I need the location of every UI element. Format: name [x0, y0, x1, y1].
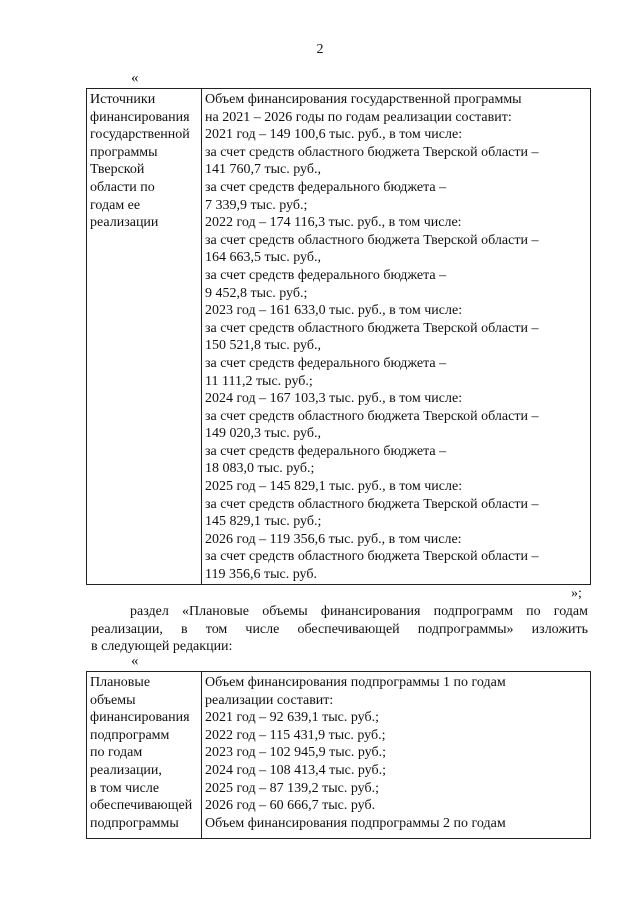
- content-line: за счет средств областного бюджета Тверской области –: [205, 496, 539, 512]
- content-line: 145 829,1 тыс. руб.;: [205, 514, 322, 530]
- content-line: за счет средств федерального бюджета –: [205, 179, 447, 195]
- label-line: области по: [90, 179, 155, 195]
- content-line: 2024 год – 108 413,4 тыс. руб.;: [205, 762, 386, 778]
- subprogram-volume-text: [202, 672, 591, 839]
- content-line: 9 452,8 тыс. руб.;: [205, 285, 308, 301]
- closing-quote-1: »;: [571, 586, 582, 601]
- page-number: 2: [316, 42, 324, 57]
- content-line: 164 663,5 тыс. руб.,: [205, 250, 321, 266]
- content-line: 11 111,2 тыс. руб.;: [205, 373, 313, 389]
- paragraph-line: реализации, в том числе обеспечивающей подпрограммы» изложить: [91, 621, 588, 637]
- label-line: финансирования: [90, 109, 190, 125]
- content-line: 2022 год – 174 116,3 тыс. руб., в том числе:: [205, 215, 462, 231]
- content-line: 2021 год – 92 639,1 тыс. руб.;: [205, 710, 379, 726]
- content-line: за счет средств областного бюджета Тверской области –: [205, 232, 539, 248]
- content-line: 2026 год – 119 356,6 тыс. руб., в том числе:: [205, 531, 462, 547]
- program-funding-table: [86, 88, 591, 585]
- amendment-paragraph: [91, 603, 588, 656]
- paragraph-line: в следующей редакции:: [91, 639, 233, 655]
- label-line: в том числе: [90, 780, 160, 796]
- content-line: за счет средств областного бюджета Тверской области –: [205, 408, 539, 424]
- content-line: 2026 год – 60 666,7 тыс. руб.: [205, 798, 376, 814]
- content-line: за счет средств федерального бюджета –: [205, 443, 447, 459]
- label-line: Плановые: [90, 675, 151, 690]
- content-line: 150 521,8 тыс. руб.,: [205, 338, 321, 354]
- content-line: за счет средств областного бюджета Тверской области –: [205, 549, 539, 565]
- label-line: Источники: [90, 92, 156, 107]
- content-line: 18 083,0 тыс. руб.;: [205, 461, 315, 477]
- funding-sources-label: [87, 89, 202, 585]
- paragraph-line: раздел «Плановые объемы финансирования подпрограмм по годам: [130, 604, 588, 619]
- content-line: Объем финансирования подпрограммы 2 по годам: [205, 815, 506, 831]
- subprogram-funding-table: [86, 671, 591, 839]
- label-line: по годам: [90, 745, 143, 761]
- content-line: 2021 год – 149 100,6 тыс. руб., в том числе:: [205, 127, 463, 143]
- opening-quote-1: «: [131, 70, 139, 86]
- content-line: 2025 год – 87 139,2 тыс. руб.;: [205, 780, 379, 796]
- content-line: 149 020,3 тыс. руб.,: [205, 426, 321, 442]
- label-line: реализации,: [90, 762, 162, 778]
- content-line: Объем финансирования государственной программы: [205, 92, 522, 107]
- label-line: финансирования: [90, 710, 190, 726]
- content-line: за счет средств областного бюджета Тверской области –: [205, 320, 539, 336]
- label-line: программы: [90, 144, 158, 160]
- label-line: годам ее: [90, 197, 141, 213]
- content-line: 2022 год – 115 431,9 тыс. руб.;: [205, 727, 386, 743]
- content-line: за счет средств областного бюджета Тверской области –: [205, 144, 539, 160]
- opening-quote-2: «: [131, 653, 139, 669]
- content-line: 7 339,9 тыс. руб.;: [205, 197, 308, 213]
- label-line: Тверской: [90, 162, 145, 178]
- label-line: обеспечивающей: [90, 798, 193, 814]
- label-line: подпрограммы: [90, 815, 179, 831]
- content-line: за счет средств федерального бюджета –: [205, 355, 447, 371]
- content-line: 2023 год – 161 633,0 тыс. руб., в том числе:: [205, 303, 463, 319]
- content-line: 119 356,6 тыс. руб.: [205, 567, 317, 583]
- content-line: 2025 год – 145 829,1 тыс. руб., в том числе:: [205, 479, 463, 495]
- content-line: 2023 год – 102 945,9 тыс. руб.;: [205, 745, 386, 761]
- label-line: объемы: [90, 692, 136, 708]
- label-line: подпрограмм: [90, 727, 170, 743]
- content-line: реализации составит:: [205, 692, 334, 708]
- content-line: Объем финансирования подпрограммы 1 по годам: [205, 675, 506, 690]
- label-line: государственной: [90, 127, 190, 143]
- content-line: на 2021 – 2026 годы по годам реализации составит:: [205, 109, 512, 125]
- label-line: реализации: [90, 215, 159, 231]
- funding-volume-text: [202, 89, 591, 585]
- content-line: 2024 год – 167 103,3 тыс. руб., в том числе:: [205, 391, 463, 407]
- content-line: за счет средств федерального бюджета –: [205, 267, 447, 283]
- planned-volumes-label: [87, 672, 202, 839]
- content-line: 141 760,7 тыс. руб.,: [205, 162, 321, 178]
